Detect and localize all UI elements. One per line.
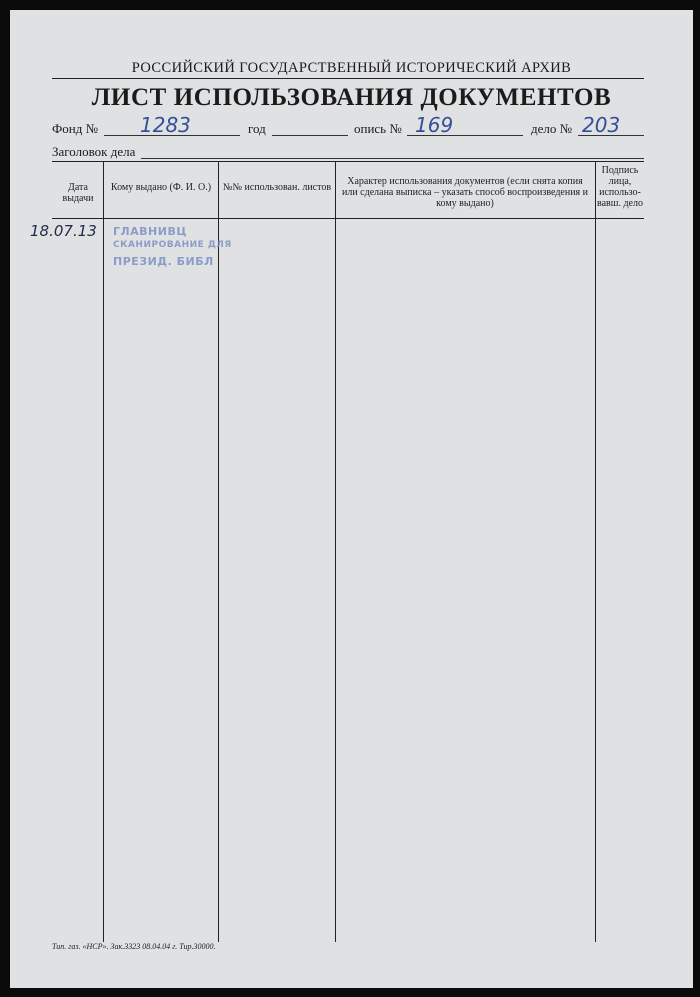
document-title: ЛИСТ ИСПОЛЬЗОВАНИЯ ДОКУМЕНТОВ [91, 84, 612, 111]
year-label: год [248, 121, 266, 136]
column-header-issued-to: Кому выдано (Ф. И. О.) [110, 182, 212, 193]
table-top-border [52, 161, 644, 162]
column-header-date: Дата выдачи [62, 182, 94, 204]
document-sheet [10, 10, 693, 988]
heading-label: Заголовок дела [52, 144, 136, 159]
column-header-signature: Подпись лица, использо-вавш. дело [597, 165, 643, 209]
year-underline [272, 135, 348, 136]
delo-value: 203 [582, 113, 621, 137]
opis-label: опись № [354, 121, 402, 136]
heading-underline [141, 158, 644, 159]
fond-label: Фонд № [52, 121, 98, 136]
column-divider-3 [335, 162, 336, 942]
stamp-line-2: СКАНИРОВАНИЕ ДЛЯ [113, 240, 232, 250]
archive-name: РОССИЙСКИЙ ГОСУДАРСТВЕННЫЙ ИСТОРИЧЕСКИЙ АРХИВ [131, 60, 572, 76]
table-header-border [52, 218, 644, 219]
row-date: 18.07.13 [30, 222, 97, 240]
column-divider-2 [218, 162, 219, 942]
fond-value: 1283 [140, 113, 191, 137]
header-rule [52, 78, 644, 79]
column-header-sheets: №№ использован. листов [222, 182, 332, 193]
delo-label: дело № [531, 121, 573, 136]
opis-value: 169 [415, 113, 454, 137]
stamp-line-3: ПРЕЗИД. БИБЛ [113, 255, 214, 268]
print-info: Тип. газ. «НСР». Зак.3323 08.04.04 г. Тир.30000. [52, 942, 216, 951]
column-divider-4 [595, 162, 596, 942]
column-divider-1 [103, 162, 104, 942]
stamp-line-1: ГЛАВНИВЦ [113, 225, 188, 238]
column-header-usage: Характер использования документов (если снята копия или сделана выписка – указать способ воспроизведения и кому выдано) [341, 176, 589, 209]
